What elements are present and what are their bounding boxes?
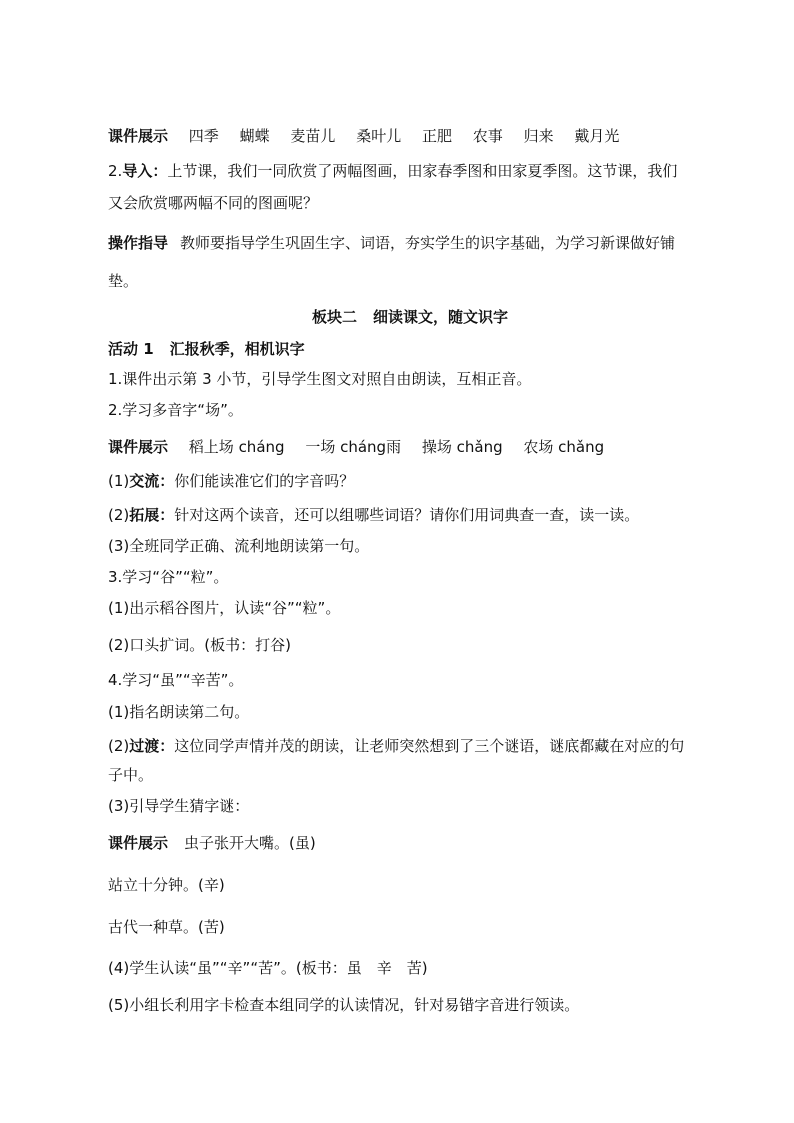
- riddle-line: 站立十分钟。(辛): [108, 876, 225, 894]
- step-line: (1)指名朗读第二句。: [108, 703, 250, 721]
- step-line-cont: 子中。: [108, 766, 154, 784]
- intro-line-cont: 又会欣赏哪两幅不同的图画呢？: [108, 194, 319, 212]
- activity-heading: 活动 1 汇报秋季，相机识字: [108, 340, 305, 358]
- step-line: (3)全班同学正确、流利地朗读第一句。: [108, 537, 370, 555]
- courseware-line-2: 课件展示 稻上场 cháng 一场 cháng雨 操场 chǎng 农场 chǎng: [108, 438, 605, 456]
- step-line: (2)过渡：这位同学声情并茂的朗读，让老师突然想到了三个谜语，谜底都藏在对应的句: [108, 737, 685, 755]
- step-line: (2)口头扩词。(板书：打谷): [108, 636, 291, 654]
- riddle-line: 古代一种草。(苦): [108, 918, 225, 936]
- courseware-line-3: 课件展示 虫子张开大嘴。(虽): [108, 834, 316, 852]
- step-line: (2)拓展：针对这两个读音，还可以组哪些词语？请你们用词典查一查，读一读。: [108, 506, 640, 524]
- courseware-line-1: 课件展示 四季 蝴蝶 麦苗儿 桑叶儿 正肥 农事 归来 戴月光: [108, 127, 620, 145]
- section-heading: 板块二 细读课文，随文识字: [312, 308, 509, 326]
- step-line: (5)小组长利用字卡检查本组同学的认读情况，针对易错字音进行领读。: [108, 996, 580, 1014]
- step-line: 3.学习“谷”“粒”。: [108, 568, 229, 586]
- step-line: 2.学习多音字“场”。: [108, 401, 243, 419]
- intro-line: 2.导入：上节课，我们一同欣赏了两幅图画，田家春季图和田家夏季图。这节课，我们: [108, 162, 678, 180]
- operation-guide-line: 操作指导 教师要指导学生巩固生字、词语，夯实学生的识字基础，为学习新课做好铺: [108, 234, 676, 252]
- step-line: 1.课件出示第 3 小节，引导学生图文对照自由朗读，互相正音。: [108, 370, 532, 388]
- step-line: (1)交流：你们能读准它们的字音吗？: [108, 472, 355, 490]
- step-line: 4.学习“虽”“辛苦”。: [108, 671, 244, 689]
- operation-guide-cont: 垫。: [108, 272, 139, 290]
- step-line: (1)出示稻谷图片，认读“谷”“粒”。: [108, 599, 341, 617]
- step-line: (4)学生认读“虽”“辛”“苦”。(板书：虽 辛 苦): [108, 959, 428, 977]
- step-line: (3)引导学生猜字谜：: [108, 797, 250, 815]
